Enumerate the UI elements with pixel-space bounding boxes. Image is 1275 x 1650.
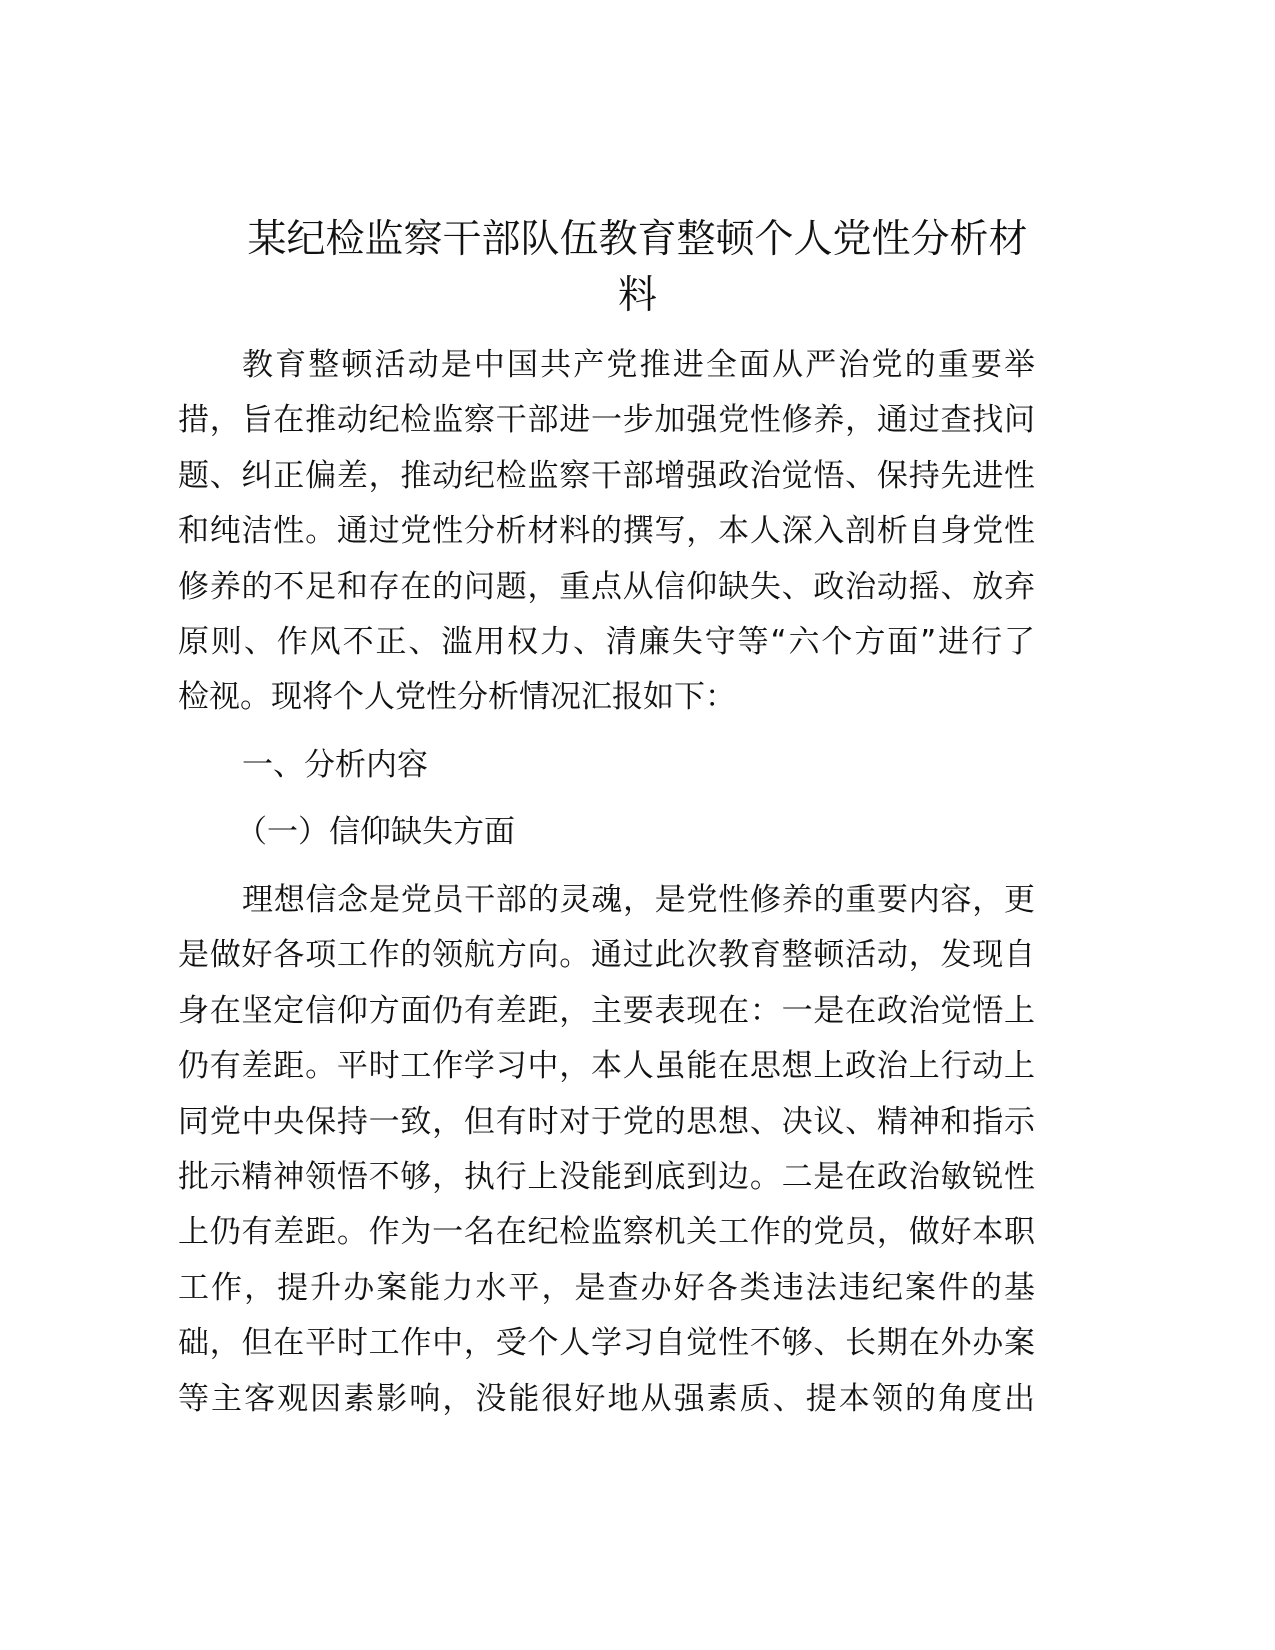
text-line: 础，但在平时工作中，受个人学习自觉性不够、长期在外办案	[178, 1325, 1035, 1362]
text-line: 检视。现将个人党性分析情况汇报如下：	[178, 679, 736, 716]
text-line: 上仍有差距。作为一名在纪检监察机关工作的党员，做好本职	[178, 1214, 1035, 1251]
title-line: 某纪检监察干部队伍教育整顿个人党性分析材	[247, 217, 1028, 262]
text-line: 身在坚定信仰方面仍有差距，主要表现在：一是在政治觉悟上	[178, 992, 1035, 1029]
text-line: 同党中央保持一致，但有时对于党的思想、决议、精神和指示	[178, 1103, 1035, 1140]
text-line: 是做好各项工作的领航方向。通过此次教育整顿活动，发现自	[178, 937, 1035, 974]
text-line: 和纯洁性。通过党性分析材料的撰写，本人深入剖析自身党性	[178, 513, 1035, 550]
title-line: 料	[617, 273, 657, 318]
text-line: 修养的不足和存在的问题，重点从信仰缺失、政治动摇、放弃	[178, 568, 1035, 605]
text-line: 批示精神领悟不够，执行上没能到底到边。二是在政治敏锐性	[178, 1158, 1035, 1195]
text-line: 理想信念是党员干部的灵魂，是党性修养的重要内容，更	[242, 882, 1035, 918]
text-line: 措，旨在推动纪检监察干部进一步加强党性修养，通过查找问	[178, 402, 1035, 439]
document-title	[140, 212, 1135, 324]
text-line: 教育整顿活动是中国共产党推进全面从严治党的重要举	[242, 347, 1035, 383]
text-line: 原则、作风不正、滥用权力、清廉失守等“六个方面”进行了	[178, 623, 1035, 660]
text-line: 题、纠正偏差，推动纪检监察干部增强政治觉悟、保持先进性	[178, 457, 1035, 494]
subsection-heading: （一）信仰缺失方面	[236, 814, 515, 850]
paragraph-intro	[178, 338, 1035, 726]
text-line: 仍有差距。平时工作学习中，本人虽能在思想上政治上行动上	[178, 1048, 1035, 1085]
section-heading: 一、分析内容	[242, 747, 428, 783]
text-line: 等主客观因素影响，没能很好地从强素质、提本领的角度出	[178, 1380, 1035, 1417]
paragraph-faith	[178, 873, 1035, 1427]
text-line: 工作，提升办案能力水平，是查办好各类违法违纪案件的基	[178, 1269, 1035, 1306]
